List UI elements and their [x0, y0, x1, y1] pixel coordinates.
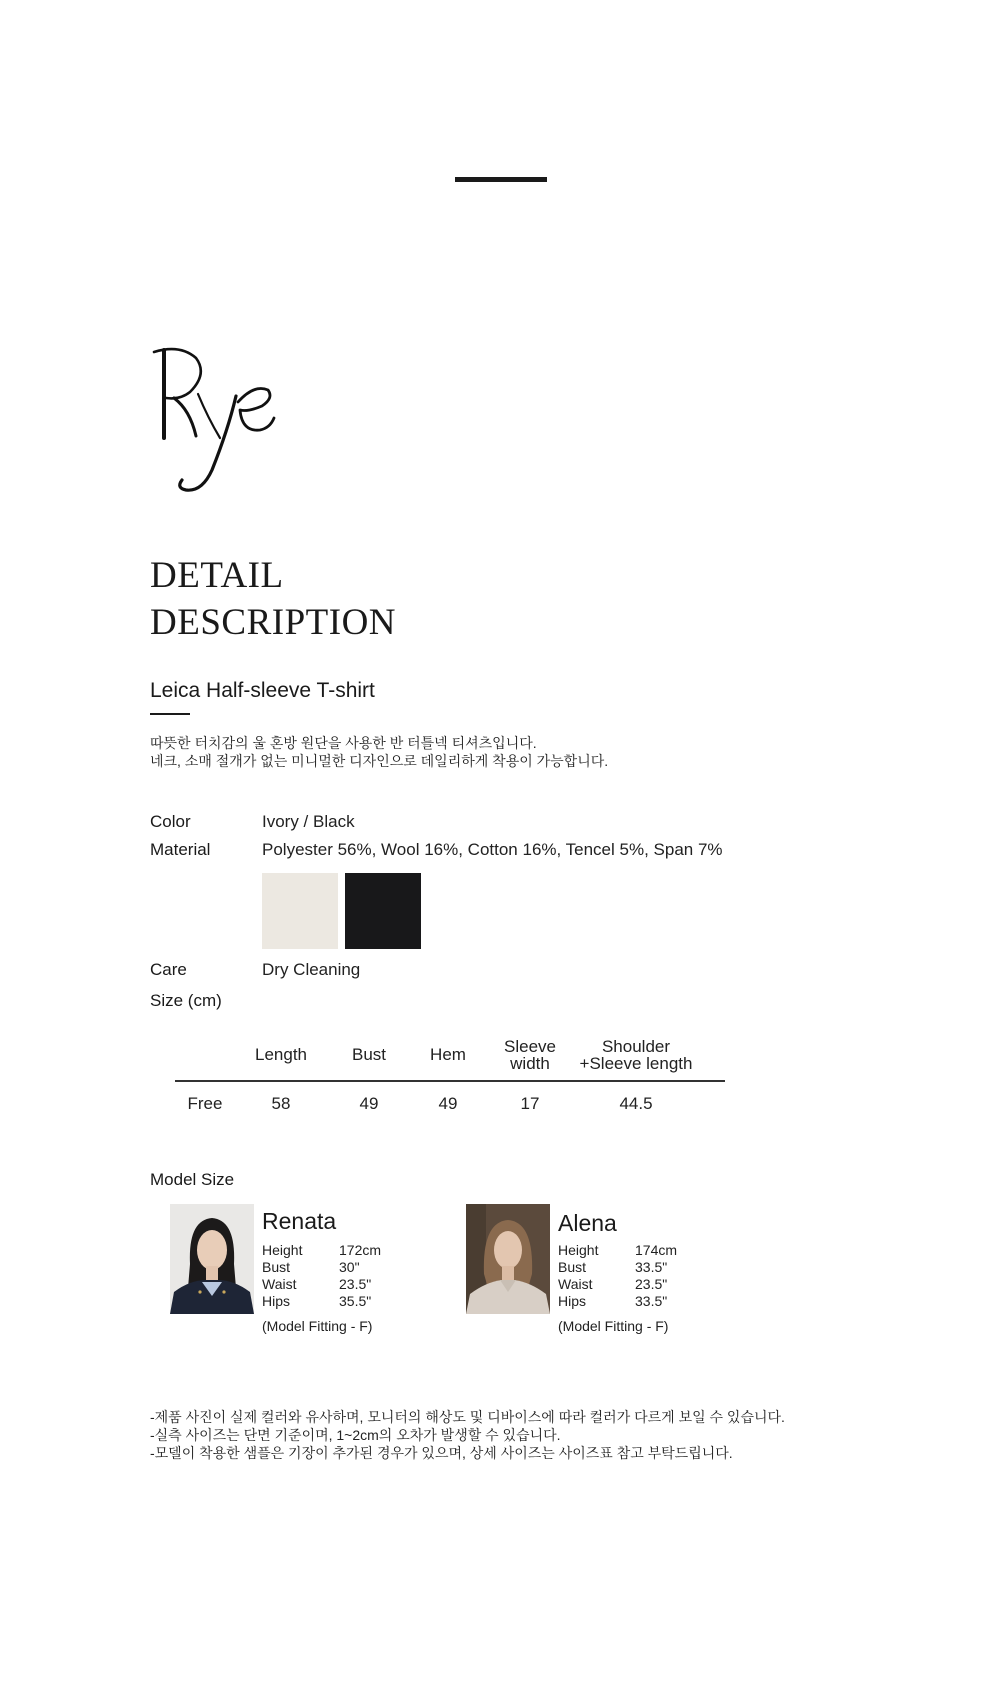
intro-line: 네크, 소매 절개가 없는 미니멀한 디자인으로 데일리하게 착용이 가능합니다. [150, 753, 609, 769]
intro-line: 따뜻한 터치감의 울 혼방 원단을 사용한 반 터틀넥 티셔츠입니다. [150, 735, 537, 751]
note-line: -제품 사진이 실제 컬러와 유사하며, 모니터의 해상도 및 디바이스에 따라 컬러가 다르게 보일 수 있습니다. [150, 1409, 785, 1425]
model-name-alena: Alena [558, 1210, 617, 1236]
table-rule [175, 1080, 725, 1082]
title-line-2: DESCRIPTION [150, 602, 397, 643]
header-sleeve-width: Sleeve width [504, 1037, 556, 1073]
note-line: -모델이 착용한 샘플은 기장이 추가된 경우가 있으며, 상세 사이즈는 사이즈표 참고 부탁드립니다. [150, 1445, 733, 1461]
stat-row: Height 172cm [262, 1242, 382, 1258]
header-shoulder-sleeve-length: Shoulder +Sleeve length [579, 1037, 693, 1073]
page-title [150, 552, 396, 646]
material-value: Polyester 56%, Wool 16%, Cotton 16%, Tencel 5%, Span 7% [262, 840, 723, 859]
product-name-underline [150, 713, 190, 715]
model-fitting-alena: (Model Fitting - F) [558, 1318, 669, 1334]
model-name-renata: Renata [262, 1208, 337, 1234]
brand-logo [150, 340, 280, 510]
care-value: Dry Cleaning [262, 960, 361, 979]
model-fitting-renata: (Model Fitting - F) [262, 1318, 373, 1334]
header-length: Length [255, 1045, 307, 1064]
stat-row: Hips 35.5" [262, 1293, 372, 1309]
row-size-label: Free [187, 1094, 223, 1113]
cell-shoulder-sleeve-length: 44.5 [619, 1094, 653, 1113]
cell-sleeve-width: 17 [520, 1094, 540, 1113]
model-stats-renata [262, 1242, 381, 1310]
header-bust: Bust [351, 1045, 387, 1064]
notice-notes [150, 1408, 785, 1462]
color-value: Ivory / Black [262, 812, 355, 831]
swatch-ivory [262, 873, 338, 949]
stat-row: Height 174cm [558, 1242, 678, 1258]
swatch-black [345, 873, 421, 949]
material-label: Material [150, 840, 211, 859]
cell-length: 58 [271, 1094, 291, 1113]
model-stats-alena [558, 1242, 677, 1310]
stat-row: Waist 23.5" [558, 1276, 668, 1292]
cell-hem: 49 [438, 1094, 458, 1113]
top-divider [455, 177, 547, 182]
model-size-title: Model Size [150, 1170, 235, 1189]
title-line-1: DETAIL [150, 555, 284, 596]
cell-bust: 49 [359, 1094, 379, 1113]
size-label: Size (cm) [150, 991, 222, 1010]
stat-row: Waist 23.5" [262, 1276, 372, 1292]
stat-row: Bust 33.5" [558, 1259, 668, 1275]
product-name: Leica Half-sleeve T-shirt [150, 679, 375, 702]
model-photo-renata [170, 1204, 254, 1314]
note-line: -실측 사이즈는 단면 기준이며, 1~2cm의 오차가 발생할 수 있습니다. [150, 1427, 561, 1443]
product-intro [150, 734, 608, 770]
care-label: Care [150, 960, 187, 979]
color-label: Color [150, 812, 191, 831]
header-hem: Hem [430, 1045, 466, 1064]
model-photo-alena [466, 1204, 550, 1314]
stat-row: Bust 30" [262, 1259, 360, 1275]
stat-row: Hips 33.5" [558, 1293, 668, 1309]
